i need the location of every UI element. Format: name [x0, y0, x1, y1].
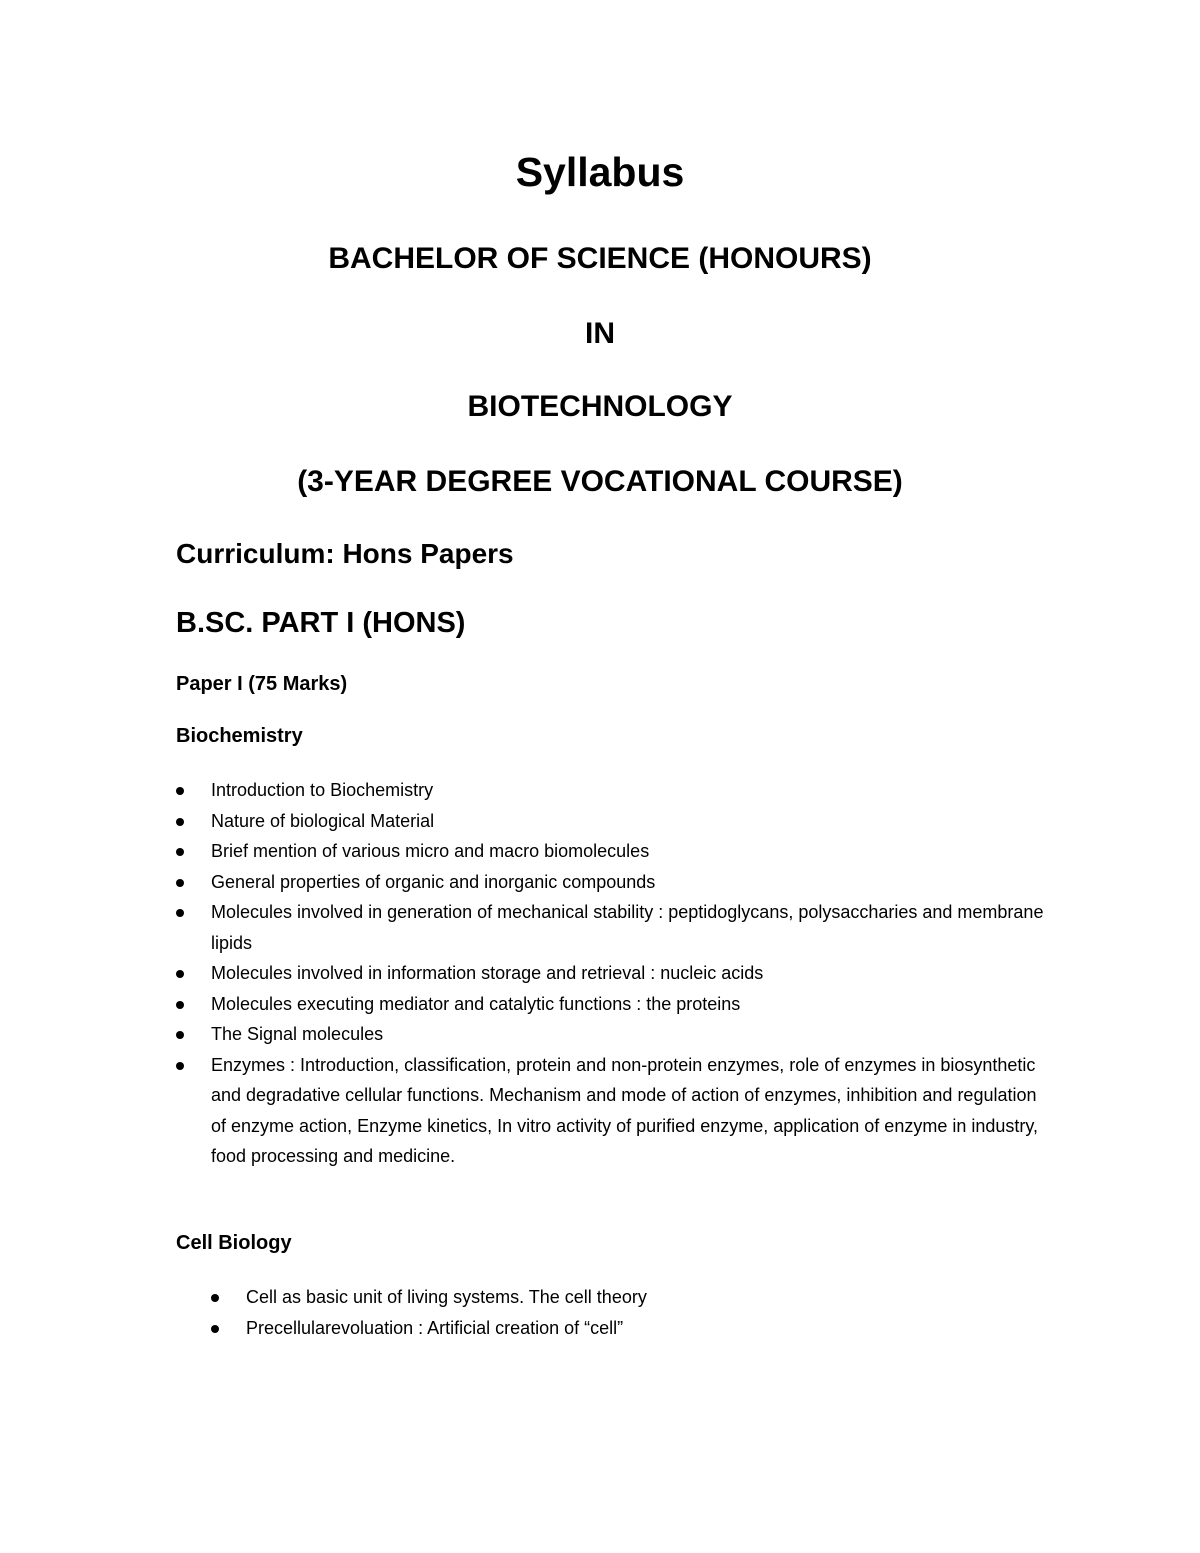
list-item-text: The Signal molecules — [211, 1024, 384, 1044]
bullet-icon — [176, 909, 184, 917]
bullet-icon — [176, 879, 184, 887]
part-heading: B.SC. PART I (HONS) — [176, 607, 466, 639]
cell-biology-heading: Cell Biology — [176, 1232, 292, 1254]
list-item — [176, 958, 1056, 989]
list-item-text: Cell as basic unit of living systems. The cell theory — [246, 1287, 647, 1307]
bullet-icon — [176, 1001, 184, 1009]
bullet-icon — [176, 848, 184, 856]
bullet-icon — [176, 1062, 184, 1070]
bullet-icon — [176, 787, 184, 795]
list-item — [176, 1050, 1056, 1172]
list-item — [211, 1282, 1051, 1313]
biochemistry-list — [176, 775, 1056, 1172]
bullet-icon — [176, 1031, 184, 1039]
list-item — [176, 1019, 1056, 1050]
list-item — [176, 836, 1056, 867]
in-heading: IN — [585, 317, 615, 350]
degree-heading: BACHELOR OF SCIENCE (HONOURS) — [328, 242, 872, 275]
list-item — [176, 989, 1056, 1020]
subject-heading: BIOTECHNOLOGY — [467, 390, 733, 423]
bullet-icon — [211, 1325, 219, 1333]
list-item-text: Molecules executing mediator and catalytic functions : the proteins — [211, 993, 741, 1014]
list-item-text: Molecules involved in generation of mechanical stability : peptidoglycans, polysaccharies and membrane lipids — [211, 902, 1044, 953]
paper-heading: Paper I (75 Marks) — [176, 673, 348, 695]
curriculum-heading: Curriculum: Hons Papers — [176, 538, 514, 569]
bullet-icon — [176, 818, 184, 826]
list-item-text: Molecules involved in information storage and retrieval : nucleic acids — [211, 963, 764, 983]
course-type-heading: (3-YEAR DEGREE VOCATIONAL COURSE) — [297, 465, 903, 498]
list-item-text: General properties of organic and inorganic compounds — [211, 871, 656, 892]
list-item-text: Nature of biological Material — [211, 810, 435, 831]
list-item — [176, 897, 1056, 958]
list-item — [176, 867, 1056, 898]
list-item — [211, 1313, 1051, 1344]
list-item-text: Introduction to Biochemistry — [211, 780, 434, 800]
list-item-text: Precellularevoluation : Artificial creation of “cell” — [246, 1317, 624, 1338]
bullet-icon — [176, 970, 184, 978]
bullet-icon — [211, 1294, 219, 1302]
list-item — [176, 806, 1056, 837]
list-item-text: Enzymes : Introduction, classification, protein and non-protein enzymes, role of enzymes in biosynthetic and degradative cellular functions. Mechanism and mode of action of enzymes, inhibition and regulation of enzyme action, Enzyme kinetics, In vitro activity of purified enzyme, application of enzyme in industry, food processing and medicine. — [211, 1054, 1039, 1166]
cell-biology-list — [211, 1282, 1051, 1343]
list-item-text: Brief mention of various micro and macro biomolecules — [211, 841, 650, 861]
document-title: Syllabus — [515, 149, 685, 195]
biochemistry-heading: Biochemistry — [176, 725, 303, 747]
list-item — [176, 775, 1056, 806]
